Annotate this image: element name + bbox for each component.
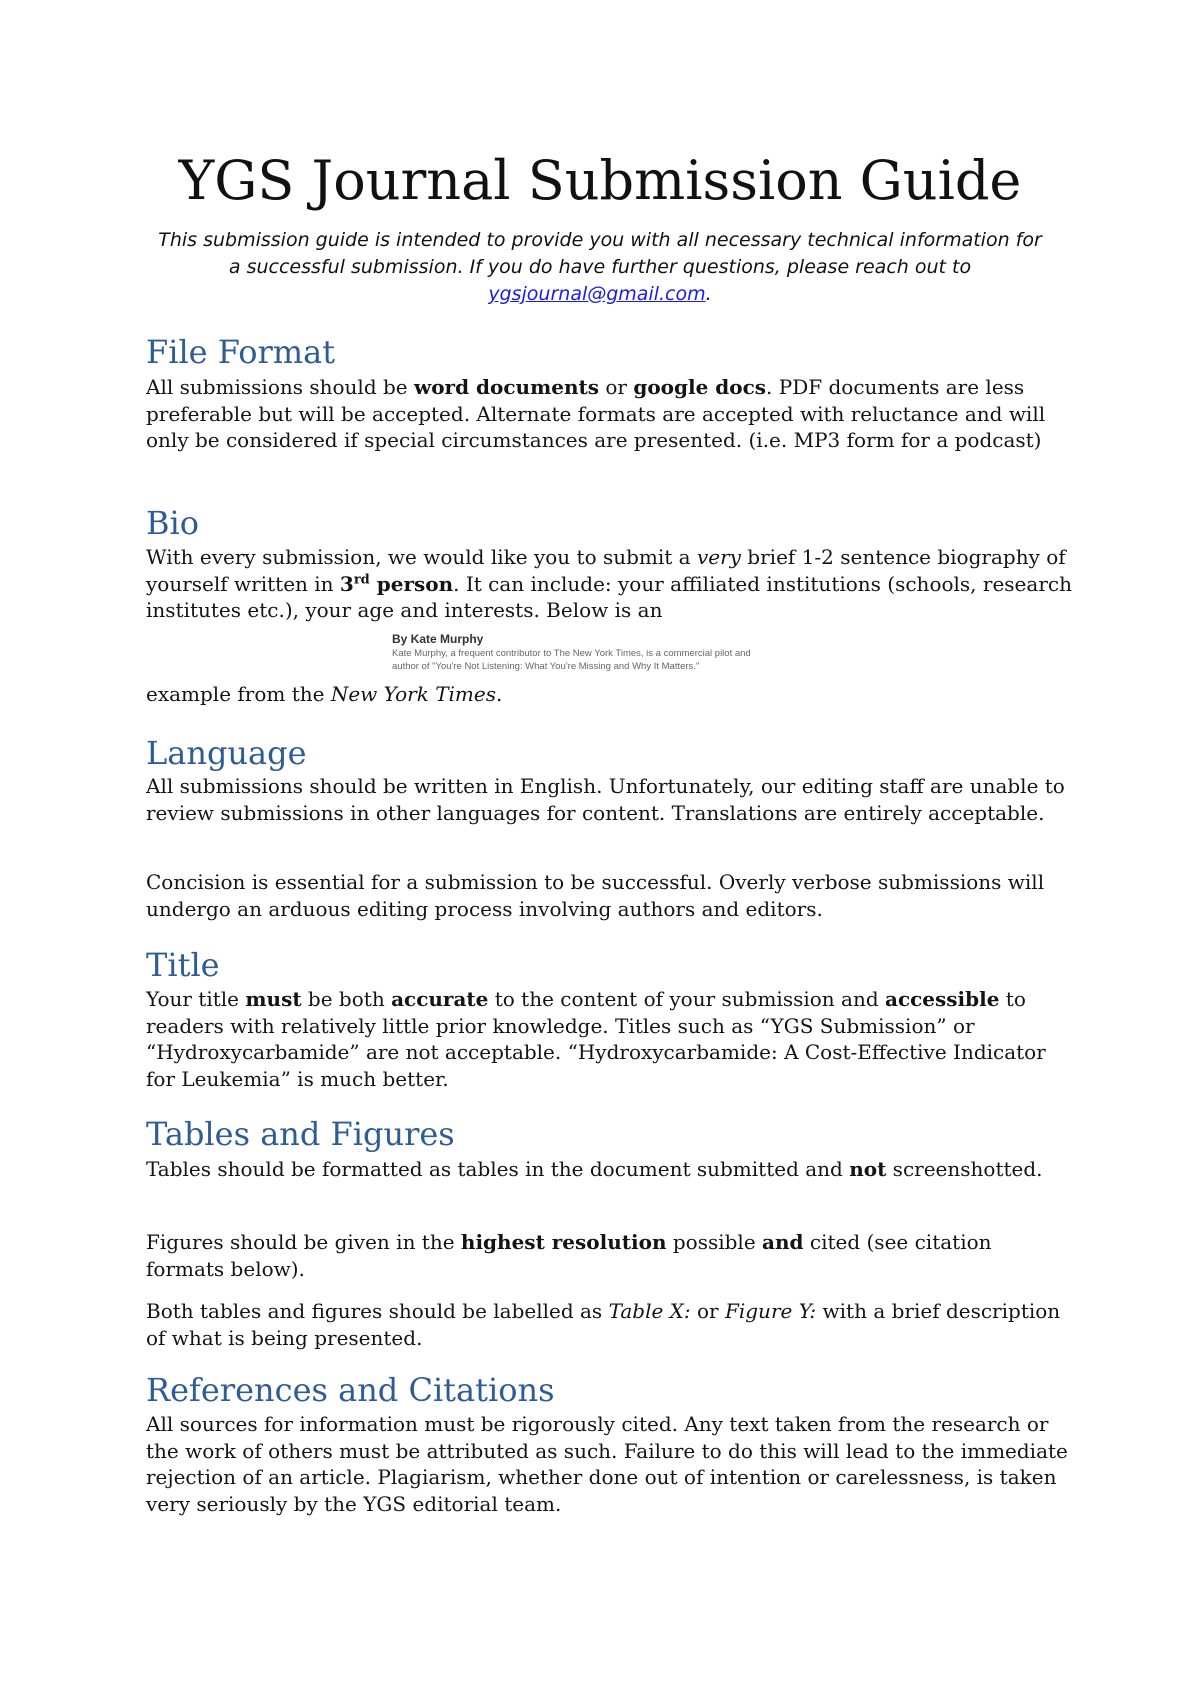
bold-google-docs: google docs — [633, 375, 767, 399]
bold-person: person — [369, 571, 454, 596]
figures-paragraph — [146, 1229, 1076, 1282]
bold-not: not — [849, 1157, 887, 1181]
text-span: All submissions should be — [146, 375, 414, 399]
text-span: Tables should be formatted as tables in the document submitted and — [146, 1157, 850, 1181]
superscript-rd: rd — [353, 571, 370, 587]
intro-text: This submission guide is intended to provide you with all necessary technical information for a successful submission. If you do have further questions, please reach out to — [158, 229, 1042, 278]
text-span: Both tables and figures should be labelled as — [146, 1299, 609, 1323]
text-span: to the content of your submission and — [488, 987, 885, 1011]
example-byline: By Kate Murphy — [392, 632, 484, 646]
text-span: screenshotted. — [886, 1157, 1043, 1181]
heading-references-and-citations: References and Citations — [146, 1371, 555, 1409]
text-span: example from the — [146, 682, 331, 706]
heading-bio: Bio — [146, 504, 200, 542]
text-span: with a brief description of what is being presented. — [146, 1299, 1061, 1350]
example-bio-line-2: author of "You're Not Listening: What You're Missing and Why It Matters." — [392, 661, 700, 672]
bio-paragraph — [146, 544, 1076, 624]
italic-very: very — [696, 545, 741, 569]
heading-language: Language — [146, 734, 307, 772]
text-span: With every submission, we would like you to submit a — [146, 545, 697, 569]
language-paragraph-1: All submissions should be written in English. Unfortunately, our editing staff are unable to review submissions in other languages for content. Translations are entirely acceptable. — [146, 774, 1065, 825]
italic-figure-y: Figure Y: — [724, 1299, 817, 1323]
text-span: . It can include: your affiliated institutions (schools, research institutes etc.), your age and interests. Below is an — [146, 571, 1072, 622]
language-paragraph-2: Concision is essential for a submission to be successful. Overly verbose submissions will undergo an arduous editing process involving authors and editors. — [146, 870, 1045, 921]
labelling-paragraph — [146, 1298, 1076, 1351]
document-title: YGS Journal Submission Guide — [178, 149, 1022, 212]
heading-title: Title — [146, 946, 220, 984]
contact-email-link[interactable]: ygsjournal@gmail.com — [488, 283, 706, 305]
text-span: or — [690, 1299, 725, 1323]
text-span: brief 1-2 sentence biography of yourself written in — [146, 545, 1066, 596]
bold-word-documents: word documents — [414, 375, 600, 399]
text-span: or — [599, 375, 634, 399]
bio-paragraph-continued — [146, 681, 1076, 708]
text-span: . PDF documents are less preferable but will be accepted. Alternate formats are accepted with reluctance and will only be considered if special circumstances are presented. (i.e. MP3 form for a podcast) — [146, 375, 1046, 452]
intro-text-end: . — [705, 283, 712, 305]
text-span: Your title — [146, 987, 246, 1011]
text-span: to readers with relatively little prior knowledge. Titles such as “YGS Submission” or “Hydroxycarbamide” are not acceptable. “Hydroxycarbamide: A Cost-Effective Indicator for Leukemia” is much better. — [146, 987, 1046, 1091]
intro-paragraph — [150, 227, 1050, 308]
bold-3: 3 — [339, 571, 354, 596]
text-span: be both — [301, 987, 392, 1011]
italic-table-x: Table X: — [608, 1299, 691, 1323]
heading-tables-and-figures: Tables and Figures — [146, 1115, 455, 1153]
bio-example-image — [392, 632, 822, 676]
bold-highest-resolution: highest resolution — [460, 1230, 667, 1254]
text-span: possible — [666, 1230, 763, 1254]
text-span: Figures should be given in the — [146, 1230, 461, 1254]
tables-paragraph — [146, 1156, 1076, 1183]
example-bio-line-1: Kate Murphy, a frequent contributor to The New York Times, is a commercial pilot and — [392, 648, 751, 659]
bold-accurate: accurate — [391, 987, 489, 1011]
bold-must: must — [245, 987, 302, 1011]
text-span: cited (see citation formats below). — [146, 1230, 992, 1281]
heading-file-format: File Format — [146, 333, 336, 371]
italic-new-york-times: New York Times — [330, 682, 496, 706]
title-paragraph — [146, 986, 1076, 1092]
bold-and: and — [762, 1230, 804, 1254]
bold-accessible: accessible — [884, 987, 1000, 1011]
references-paragraph: All sources for information must be rigorously cited. Any text taken from the research or the work of others must be attributed as such. Failure to do this will lead to the immediate rejection of an article. Plagiarism, whether done out of intention or carelessness, is taken very seriously by the YGS editorial team. — [146, 1412, 1068, 1516]
file-format-paragraph — [146, 374, 1076, 454]
text-span: . — [496, 682, 503, 706]
